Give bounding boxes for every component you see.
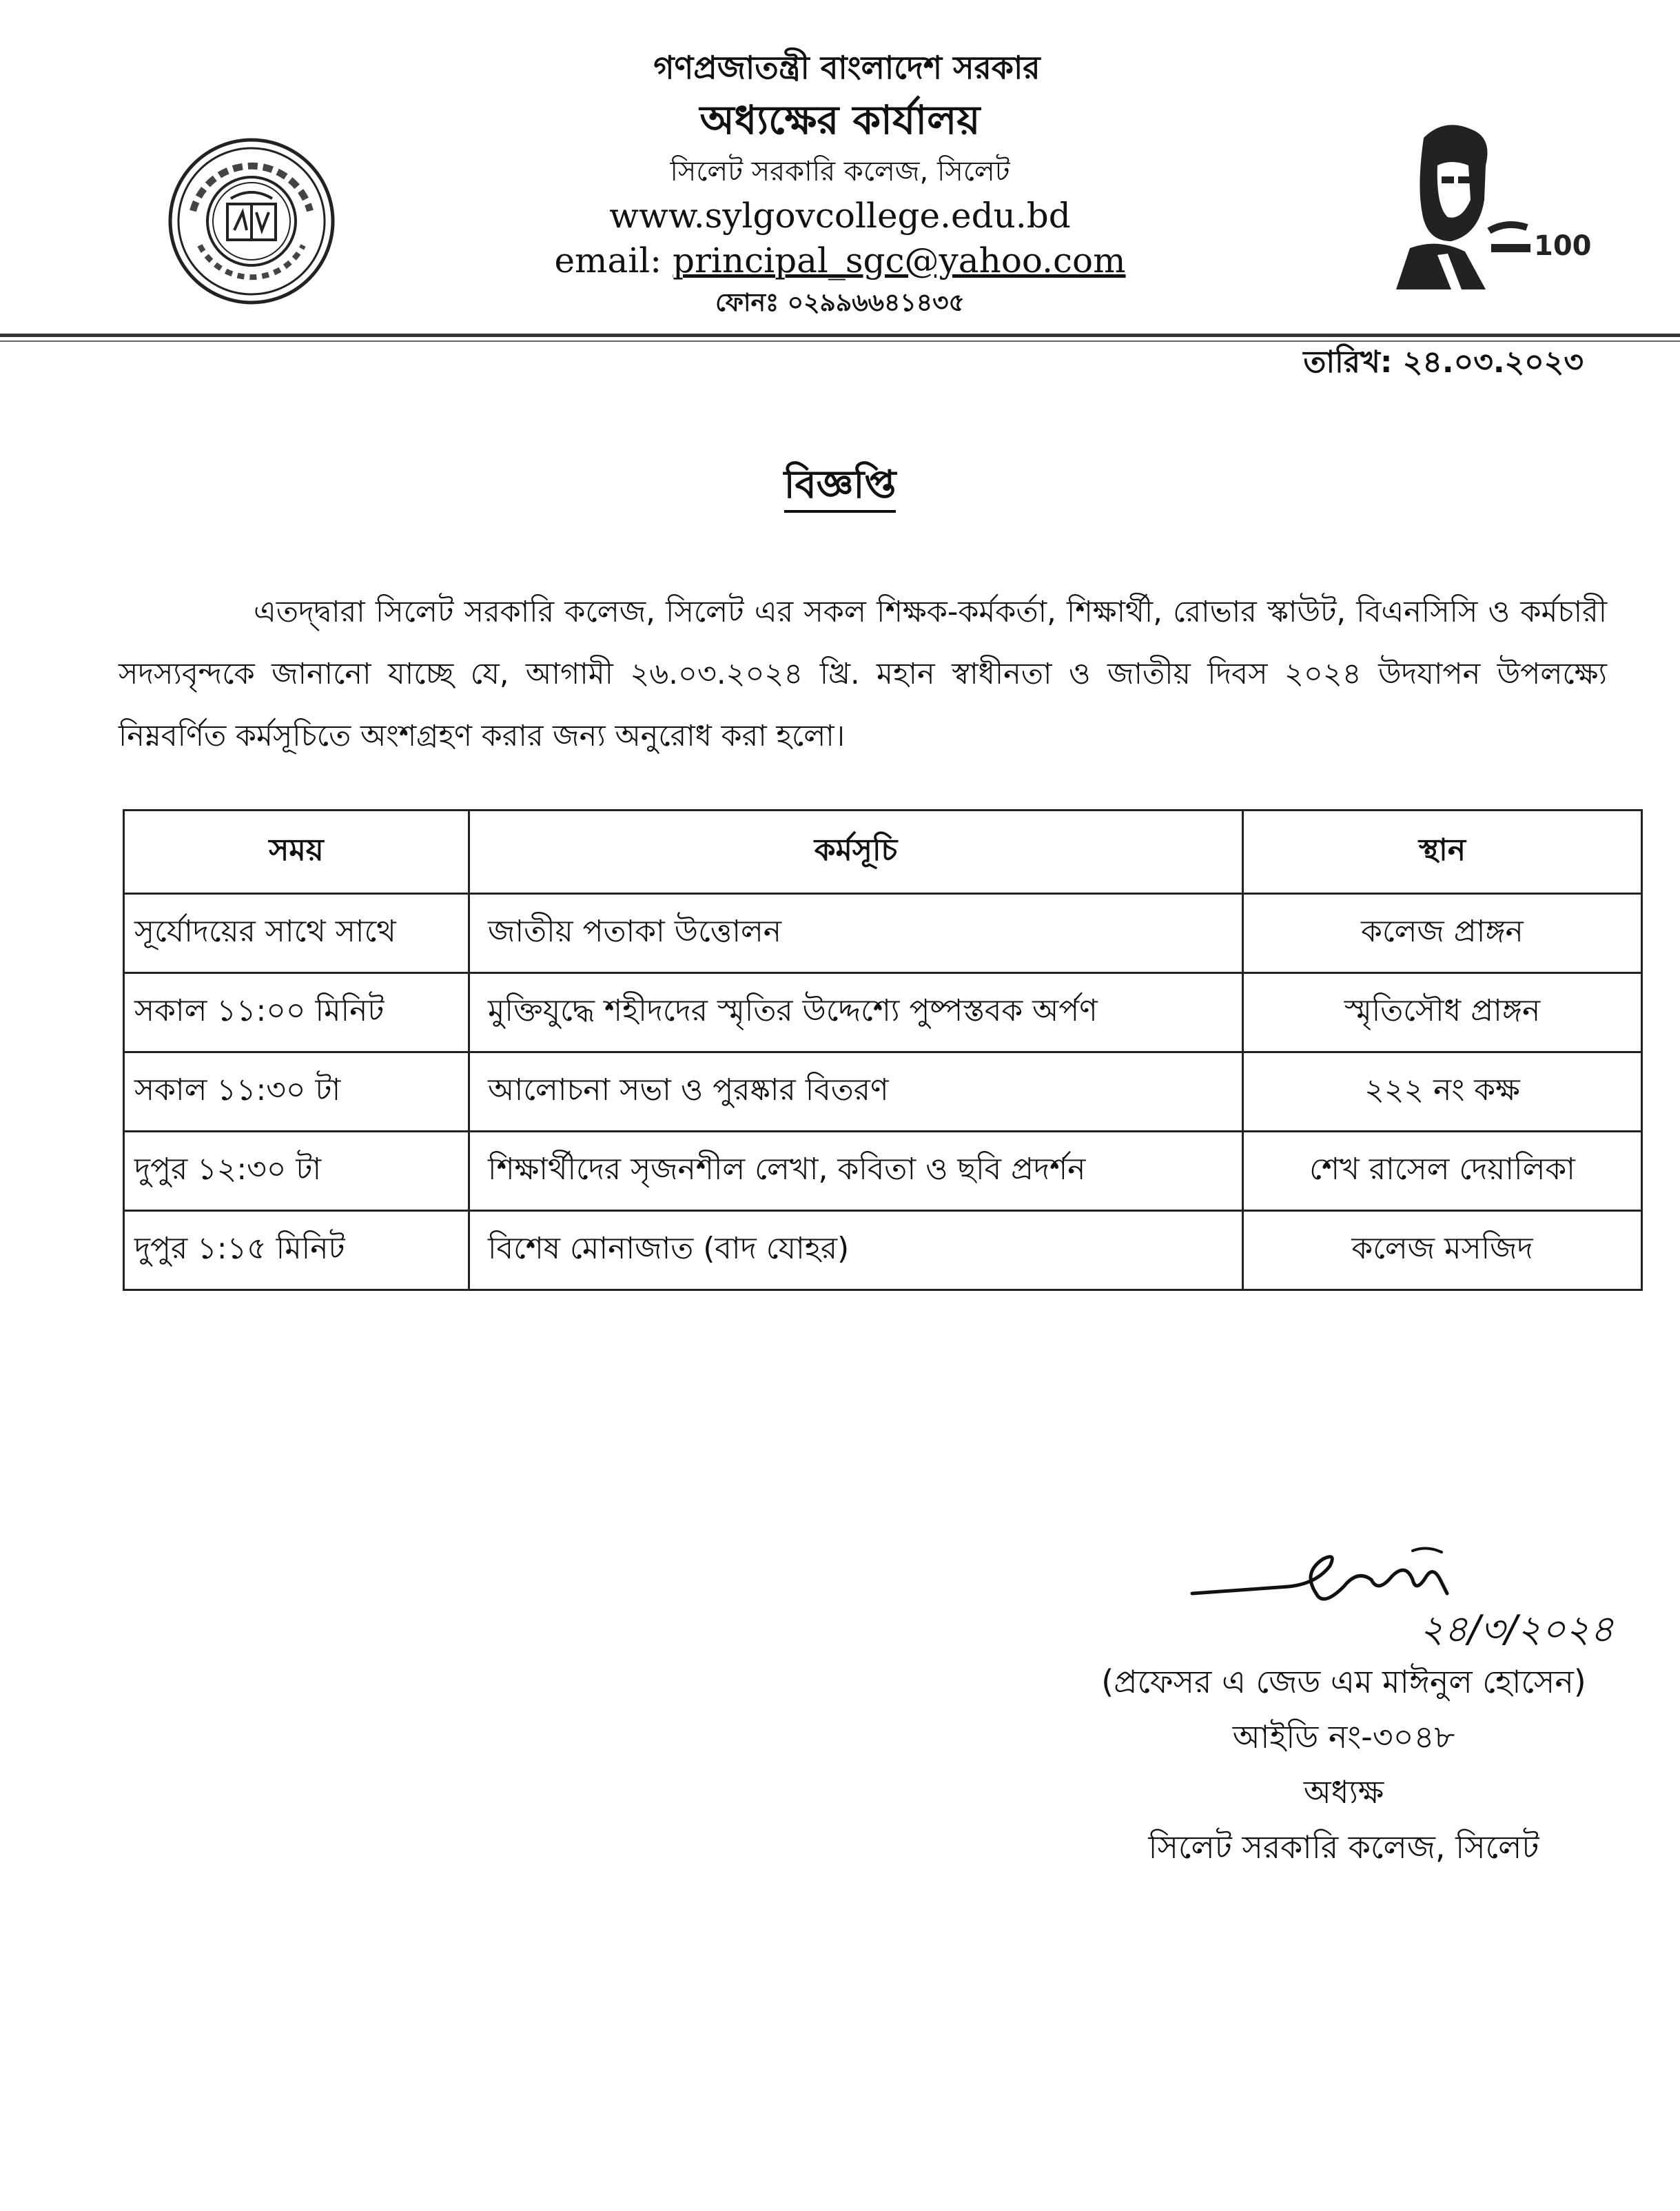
cell-time: সূর্যোদয়ের সাথে সাথে [124, 894, 469, 973]
notice-title-text: বিজ্ঞপ্তি [784, 462, 897, 513]
cell-place: কলেজ প্রাঙ্গন [1243, 894, 1642, 973]
signatory-block [1054, 1654, 1633, 1875]
office-name: অধ্যক্ষের কার্যালয় [699, 96, 981, 143]
cell-program: শিক্ষার্থীদের সৃজনশীল লেখা, কবিতা ও ছবি প্রদর্শন [469, 1132, 1243, 1211]
cell-time: দুপুর ১:১৫ মিনিট [124, 1211, 469, 1290]
notice-date: তারিখ: ২৪.০৩.২০২৩ [1303, 345, 1584, 380]
college-name: সিলেট সরকারি কলেজ, সিলেট [670, 156, 1010, 187]
table-row [124, 1211, 1642, 1290]
svg-text:100: 100 [1534, 230, 1592, 262]
phone-number: ফোনঃ ০২৯৯৬৬৪১৪৩৫ [715, 289, 965, 317]
column-header-time: সময় [124, 811, 469, 894]
handwritten-signature [1185, 1538, 1615, 1651]
cell-place: ২২২ নং কক্ষ [1243, 1052, 1642, 1132]
cell-time: সকাল ১১:৩০ টা [124, 1052, 469, 1132]
signatory-designation: অধ্যক্ষ [1303, 1773, 1384, 1811]
cell-place: স্মৃতিসৌধ প্রাঙ্গন [1243, 973, 1642, 1052]
cell-program: মুক্তিযুদ্ধে শহীদদের স্মৃতির উদ্দেশ্যে পুষ্পস্তবক অর্পণ [469, 973, 1243, 1052]
table-row [124, 894, 1642, 973]
cell-program: বিশেষ মোনাজাত (বাদ যোহর) [469, 1211, 1243, 1290]
column-header-program: কর্মসূচি [469, 811, 1243, 894]
column-header-place: স্থান [1243, 811, 1642, 894]
cell-place: কলেজ মসজিদ [1243, 1211, 1642, 1290]
cell-program: আলোচনা সভা ও পুরষ্কার বিতরণ [469, 1052, 1243, 1132]
notice-body: এতদ্দ্বারা সিলেট সরকারি কলেজ, সিলেট এর সকল শিক্ষক-কর্মকর্তা, শিক্ষার্থী, রোভার স্কাউট, বিএনসিসি ও কর্মচারী সদস্যবৃন্দকে জানানো যাচ্ছে যে, আগামী ২৬.০৩.২০২৪ খ্রি. মহান স্বাধীনতা ও জাতীয় দিবস ২০২৪ উদযাপন উপলক্ষ্যে নিম্নবর্ণিত কর্মসূচিতে অংশগ্রহণ করার জন্য অনুরোধ করা হলো। [119, 595, 1607, 753]
table-row [124, 1052, 1642, 1132]
signatory-institution: সিলেট সরকারি কলেজ, সিলেট [1148, 1828, 1539, 1866]
signatory-id: আইডি নং-৩০৪৮ [1232, 1718, 1455, 1755]
email-label: email: [554, 240, 662, 281]
email-link[interactable]: principal_sgc@yahoo.com [672, 240, 1126, 281]
cell-time: দুপুর ১২:৩০ টা [124, 1132, 469, 1211]
table-row [124, 973, 1642, 1052]
program-schedule-table [123, 809, 1643, 1291]
government-name: গণপ্রজাতন্ত্রী বাংলাদেশ সরকার [653, 49, 1041, 86]
notice-title [0, 455, 1680, 520]
table-header-row [124, 811, 1642, 894]
signatory-name: (প্রফেসর এ জেড এম মাঈনুল হোসেন) [1101, 1663, 1586, 1700]
cell-place: শেখ রাসেল দেয়ালিকা [1243, 1132, 1642, 1211]
header-divider [0, 334, 1680, 337]
cell-time: সকাল ১১:০০ মিনিট [124, 973, 469, 1052]
cell-program: জাতীয় পতাকা উত্তোলন [469, 894, 1243, 973]
website-link[interactable]: www.sylgovcollege.edu.bd [609, 196, 1071, 236]
letterhead [0, 48, 1680, 318]
email-line [0, 239, 1680, 283]
table-row [124, 1132, 1642, 1211]
signature-date: ২৪/৩/২০২৪ [1420, 1607, 1615, 1651]
